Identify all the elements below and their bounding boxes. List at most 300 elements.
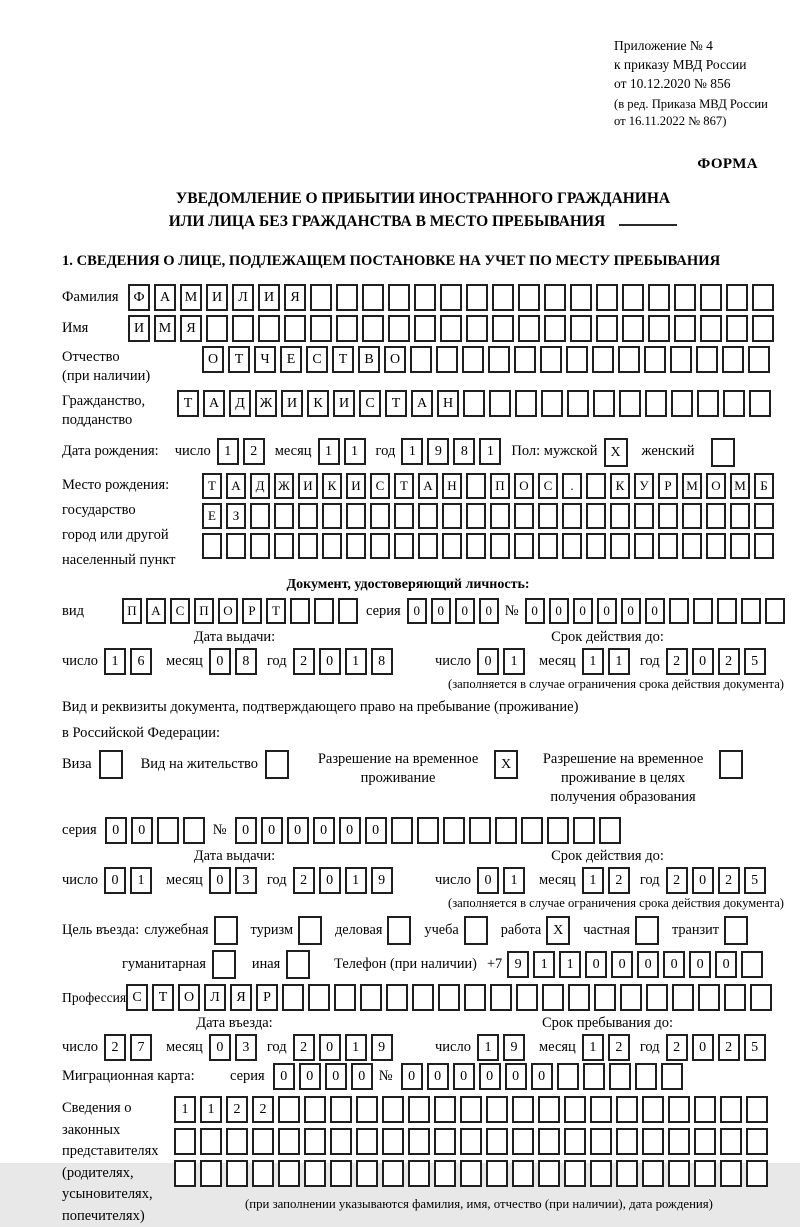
identity-issue-month-cells[interactable] xyxy=(209,648,261,675)
char-cell[interactable] xyxy=(274,503,294,529)
char-cell[interactable] xyxy=(700,284,722,311)
char-cell[interactable] xyxy=(486,1128,508,1155)
char-cell[interactable]: 0 xyxy=(365,817,387,844)
edu-residence-checkbox[interactable] xyxy=(719,750,747,779)
char-cell[interactable] xyxy=(206,315,228,342)
char-cell[interactable] xyxy=(618,346,640,373)
char-cell[interactable] xyxy=(460,1096,482,1123)
char-cell[interactable] xyxy=(304,1128,326,1155)
char-cell[interactable] xyxy=(720,1128,742,1155)
char-cell[interactable] xyxy=(696,346,718,373)
char-cell[interactable] xyxy=(599,817,621,844)
char-cell[interactable] xyxy=(730,533,750,559)
char-cell[interactable] xyxy=(693,598,713,624)
char-cell[interactable]: 0 xyxy=(525,598,545,624)
migcard-number-cells[interactable] xyxy=(401,1063,687,1090)
char-cell[interactable]: И xyxy=(258,284,280,311)
char-cell[interactable] xyxy=(360,984,382,1011)
char-cell[interactable] xyxy=(463,390,485,417)
char-cell[interactable] xyxy=(590,1160,612,1187)
char-cell[interactable]: 9 xyxy=(503,1034,525,1061)
char-cell[interactable]: А xyxy=(418,473,438,499)
char-cell[interactable] xyxy=(540,346,562,373)
char-cell[interactable] xyxy=(265,750,289,779)
char-cell[interactable] xyxy=(646,984,668,1011)
char-cell[interactable] xyxy=(382,1160,404,1187)
char-cell[interactable] xyxy=(418,533,438,559)
char-cell[interactable] xyxy=(557,1063,579,1090)
char-cell[interactable] xyxy=(252,1160,274,1187)
residence-permit-checkbox[interactable] xyxy=(265,750,293,779)
char-cell[interactable]: 0 xyxy=(325,1063,347,1090)
char-cell[interactable]: 2 xyxy=(293,648,315,675)
char-cell[interactable] xyxy=(434,1128,456,1155)
char-cell[interactable] xyxy=(174,1128,196,1155)
surname-cells[interactable] xyxy=(128,284,778,311)
char-cell[interactable] xyxy=(370,533,390,559)
char-cell[interactable] xyxy=(669,598,689,624)
guardians-row2-cells[interactable] xyxy=(174,1128,772,1155)
char-cell[interactable] xyxy=(174,1160,196,1187)
char-cell[interactable] xyxy=(214,916,238,945)
char-cell[interactable]: 0 xyxy=(104,867,126,894)
char-cell[interactable] xyxy=(202,533,222,559)
char-cell[interactable] xyxy=(544,284,566,311)
char-cell[interactable]: Т xyxy=(394,473,414,499)
char-cell[interactable] xyxy=(442,503,462,529)
char-cell[interactable] xyxy=(622,284,644,311)
char-cell[interactable]: 1 xyxy=(344,438,366,465)
char-cell[interactable]: О xyxy=(202,346,224,373)
char-cell[interactable] xyxy=(330,1160,352,1187)
char-cell[interactable]: 0 xyxy=(453,1063,475,1090)
char-cell[interactable]: Т xyxy=(177,390,199,417)
char-cell[interactable] xyxy=(720,1096,742,1123)
char-cell[interactable]: 0 xyxy=(645,598,665,624)
char-cell[interactable] xyxy=(490,984,512,1011)
birthplace-row3-cells[interactable] xyxy=(202,533,778,559)
char-cell[interactable]: 1 xyxy=(559,951,581,978)
char-cell[interactable] xyxy=(515,390,537,417)
char-cell[interactable]: 0 xyxy=(455,598,475,624)
char-cell[interactable]: 1 xyxy=(174,1096,196,1123)
char-cell[interactable] xyxy=(490,533,510,559)
char-cell[interactable] xyxy=(282,984,304,1011)
char-cell[interactable] xyxy=(720,1160,742,1187)
char-cell[interactable] xyxy=(634,533,654,559)
entry-year-cells[interactable] xyxy=(293,1034,397,1061)
char-cell[interactable] xyxy=(542,984,564,1011)
char-cell[interactable] xyxy=(488,346,510,373)
char-cell[interactable] xyxy=(616,1128,638,1155)
char-cell[interactable] xyxy=(609,1063,631,1090)
purpose-transit-checkbox[interactable] xyxy=(724,916,752,945)
char-cell[interactable] xyxy=(670,346,692,373)
char-cell[interactable]: В xyxy=(358,346,380,373)
char-cell[interactable] xyxy=(698,984,720,1011)
char-cell[interactable]: Д xyxy=(229,390,251,417)
entry-day-cells[interactable] xyxy=(104,1034,156,1061)
char-cell[interactable] xyxy=(674,315,696,342)
char-cell[interactable]: М xyxy=(154,315,176,342)
char-cell[interactable] xyxy=(464,984,486,1011)
char-cell[interactable] xyxy=(512,1160,534,1187)
char-cell[interactable] xyxy=(583,1063,605,1090)
char-cell[interactable]: Б xyxy=(754,473,774,499)
char-cell[interactable] xyxy=(417,817,439,844)
char-cell[interactable] xyxy=(418,503,438,529)
char-cell[interactable] xyxy=(746,1128,768,1155)
char-cell[interactable]: 2 xyxy=(104,1034,126,1061)
char-cell[interactable] xyxy=(314,598,334,624)
char-cell[interactable]: 0 xyxy=(261,817,283,844)
char-cell[interactable] xyxy=(586,503,606,529)
char-cell[interactable] xyxy=(308,984,330,1011)
char-cell[interactable] xyxy=(356,1160,378,1187)
char-cell[interactable]: 0 xyxy=(477,867,499,894)
char-cell[interactable]: И xyxy=(128,315,150,342)
char-cell[interactable] xyxy=(442,533,462,559)
purpose-business-checkbox[interactable] xyxy=(387,916,415,945)
char-cell[interactable] xyxy=(668,1160,690,1187)
residence-series-cells[interactable] xyxy=(105,817,209,844)
char-cell[interactable] xyxy=(356,1096,378,1123)
char-cell[interactable] xyxy=(586,473,606,499)
char-cell[interactable]: 1 xyxy=(479,438,501,465)
char-cell[interactable] xyxy=(386,984,408,1011)
char-cell[interactable]: С xyxy=(538,473,558,499)
identity-issue-year-cells[interactable] xyxy=(293,648,397,675)
char-cell[interactable]: 0 xyxy=(505,1063,527,1090)
char-cell[interactable] xyxy=(642,1160,664,1187)
char-cell[interactable] xyxy=(596,315,618,342)
char-cell[interactable]: 0 xyxy=(479,598,499,624)
char-cell[interactable] xyxy=(573,817,595,844)
char-cell[interactable] xyxy=(412,984,434,1011)
char-cell[interactable] xyxy=(750,984,772,1011)
char-cell[interactable]: У xyxy=(634,473,654,499)
char-cell[interactable]: 0 xyxy=(692,867,714,894)
char-cell[interactable]: 5 xyxy=(744,648,766,675)
char-cell[interactable] xyxy=(748,346,770,373)
birthplace-row1-cells[interactable] xyxy=(202,473,778,499)
char-cell[interactable]: 8 xyxy=(371,648,393,675)
char-cell[interactable]: Я xyxy=(284,284,306,311)
char-cell[interactable] xyxy=(570,315,592,342)
char-cell[interactable] xyxy=(322,503,342,529)
char-cell[interactable]: 5 xyxy=(744,1034,766,1061)
char-cell[interactable]: 2 xyxy=(252,1096,274,1123)
char-cell[interactable] xyxy=(290,598,310,624)
char-cell[interactable]: 0 xyxy=(427,1063,449,1090)
char-cell[interactable]: 0 xyxy=(637,951,659,978)
char-cell[interactable]: О xyxy=(178,984,200,1011)
char-cell[interactable] xyxy=(672,984,694,1011)
char-cell[interactable] xyxy=(741,951,763,978)
purpose-official-checkbox[interactable] xyxy=(214,916,242,945)
char-cell[interactable]: 0 xyxy=(692,1034,714,1061)
char-cell[interactable] xyxy=(226,533,246,559)
birthplace-row2-cells[interactable] xyxy=(202,503,778,529)
char-cell[interactable] xyxy=(668,1096,690,1123)
char-cell[interactable] xyxy=(514,503,534,529)
char-cell[interactable]: Л xyxy=(204,984,226,1011)
char-cell[interactable] xyxy=(658,503,678,529)
char-cell[interactable] xyxy=(258,315,280,342)
char-cell[interactable] xyxy=(722,346,744,373)
identity-issue-day-cells[interactable] xyxy=(104,648,156,675)
char-cell[interactable] xyxy=(310,315,332,342)
char-cell[interactable]: 0 xyxy=(431,598,451,624)
char-cell[interactable] xyxy=(682,503,702,529)
stay-year-cells[interactable] xyxy=(666,1034,770,1061)
char-cell[interactable]: 0 xyxy=(209,1034,231,1061)
char-cell[interactable] xyxy=(492,315,514,342)
char-cell[interactable]: К xyxy=(322,473,342,499)
char-cell[interactable]: С xyxy=(170,598,190,624)
char-cell[interactable] xyxy=(674,284,696,311)
char-cell[interactable] xyxy=(564,1160,586,1187)
char-cell[interactable] xyxy=(434,1160,456,1187)
char-cell[interactable]: 2 xyxy=(608,1034,630,1061)
char-cell[interactable] xyxy=(538,1128,560,1155)
char-cell[interactable] xyxy=(723,390,745,417)
char-cell[interactable]: 1 xyxy=(477,1034,499,1061)
char-cell[interactable]: О xyxy=(514,473,534,499)
char-cell[interactable] xyxy=(512,1096,534,1123)
char-cell[interactable] xyxy=(512,1128,534,1155)
char-cell[interactable]: 0 xyxy=(479,1063,501,1090)
char-cell[interactable]: 0 xyxy=(407,598,427,624)
char-cell[interactable]: 1 xyxy=(503,648,525,675)
char-cell[interactable]: 1 xyxy=(217,438,239,465)
char-cell[interactable]: Т xyxy=(152,984,174,1011)
char-cell[interactable] xyxy=(596,284,618,311)
profession-cells[interactable] xyxy=(126,984,776,1011)
char-cell[interactable]: 2 xyxy=(666,867,688,894)
char-cell[interactable] xyxy=(592,346,614,373)
birth-month-cells[interactable] xyxy=(318,438,370,465)
char-cell[interactable] xyxy=(408,1096,430,1123)
char-cell[interactable] xyxy=(671,390,693,417)
residence-number-cells[interactable] xyxy=(235,817,625,844)
char-cell[interactable]: 0 xyxy=(621,598,641,624)
char-cell[interactable] xyxy=(726,315,748,342)
guardians-row1-cells[interactable] xyxy=(174,1096,772,1123)
char-cell[interactable]: С xyxy=(126,984,148,1011)
char-cell[interactable]: 0 xyxy=(105,817,127,844)
char-cell[interactable]: Ж xyxy=(274,473,294,499)
char-cell[interactable]: 2 xyxy=(293,1034,315,1061)
char-cell[interactable] xyxy=(200,1128,222,1155)
char-cell[interactable]: Е xyxy=(202,503,222,529)
char-cell[interactable] xyxy=(310,284,332,311)
char-cell[interactable] xyxy=(486,1096,508,1123)
char-cell[interactable]: А xyxy=(226,473,246,499)
char-cell[interactable]: 0 xyxy=(585,951,607,978)
char-cell[interactable] xyxy=(212,950,236,979)
char-cell[interactable] xyxy=(622,315,644,342)
char-cell[interactable]: С xyxy=(359,390,381,417)
char-cell[interactable] xyxy=(724,916,748,945)
char-cell[interactable]: К xyxy=(307,390,329,417)
char-cell[interactable] xyxy=(278,1096,300,1123)
char-cell[interactable]: 5 xyxy=(744,867,766,894)
char-cell[interactable] xyxy=(719,750,743,779)
char-cell[interactable]: X xyxy=(494,750,518,779)
char-cell[interactable] xyxy=(644,346,666,373)
char-cell[interactable] xyxy=(469,817,491,844)
char-cell[interactable]: Е xyxy=(280,346,302,373)
residence-issue-year-cells[interactable] xyxy=(293,867,397,894)
visa-checkbox[interactable] xyxy=(99,750,127,779)
char-cell[interactable] xyxy=(298,916,322,945)
char-cell[interactable]: 8 xyxy=(235,648,257,675)
char-cell[interactable]: О xyxy=(706,473,726,499)
char-cell[interactable] xyxy=(464,916,488,945)
citizenship-cells[interactable] xyxy=(177,390,775,417)
char-cell[interactable] xyxy=(252,1128,274,1155)
char-cell[interactable]: 2 xyxy=(226,1096,248,1123)
char-cell[interactable]: 1 xyxy=(345,1034,367,1061)
char-cell[interactable]: 0 xyxy=(611,951,633,978)
char-cell[interactable] xyxy=(547,817,569,844)
char-cell[interactable]: . xyxy=(562,473,582,499)
char-cell[interactable]: Т xyxy=(266,598,286,624)
char-cell[interactable] xyxy=(466,503,486,529)
char-cell[interactable] xyxy=(616,1160,638,1187)
char-cell[interactable]: Л xyxy=(232,284,254,311)
char-cell[interactable]: 0 xyxy=(549,598,569,624)
char-cell[interactable] xyxy=(346,533,366,559)
char-cell[interactable] xyxy=(765,598,785,624)
char-cell[interactable] xyxy=(330,1128,352,1155)
char-cell[interactable] xyxy=(648,284,670,311)
purpose-humanitarian-checkbox[interactable] xyxy=(212,950,240,979)
char-cell[interactable]: Д xyxy=(250,473,270,499)
char-cell[interactable]: 0 xyxy=(313,817,335,844)
char-cell[interactable] xyxy=(414,284,436,311)
char-cell[interactable]: З xyxy=(226,503,246,529)
char-cell[interactable]: 1 xyxy=(345,648,367,675)
char-cell[interactable] xyxy=(408,1128,430,1155)
char-cell[interactable] xyxy=(562,533,582,559)
char-cell[interactable]: 0 xyxy=(319,1034,341,1061)
char-cell[interactable] xyxy=(99,750,123,779)
char-cell[interactable]: 0 xyxy=(597,598,617,624)
char-cell[interactable] xyxy=(746,1096,768,1123)
char-cell[interactable] xyxy=(304,1096,326,1123)
char-cell[interactable] xyxy=(635,916,659,945)
char-cell[interactable]: 9 xyxy=(371,867,393,894)
char-cell[interactable]: 2 xyxy=(293,867,315,894)
char-cell[interactable]: Т xyxy=(385,390,407,417)
char-cell[interactable] xyxy=(284,315,306,342)
residence-expiry-month-cells[interactable] xyxy=(582,867,634,894)
char-cell[interactable] xyxy=(635,1063,657,1090)
char-cell[interactable]: Я xyxy=(180,315,202,342)
char-cell[interactable]: Ж xyxy=(255,390,277,417)
char-cell[interactable] xyxy=(752,315,774,342)
stay-month-cells[interactable] xyxy=(582,1034,634,1061)
char-cell[interactable]: X xyxy=(546,916,570,945)
char-cell[interactable] xyxy=(586,533,606,559)
char-cell[interactable]: С xyxy=(370,473,390,499)
phone-digit-cells[interactable] xyxy=(507,951,767,978)
char-cell[interactable]: 0 xyxy=(287,817,309,844)
char-cell[interactable] xyxy=(593,390,615,417)
char-cell[interactable] xyxy=(250,533,270,559)
char-cell[interactable] xyxy=(754,533,774,559)
birth-year-cells[interactable] xyxy=(401,438,505,465)
char-cell[interactable]: 1 xyxy=(104,648,126,675)
char-cell[interactable] xyxy=(410,346,432,373)
char-cell[interactable] xyxy=(250,503,270,529)
char-cell[interactable] xyxy=(521,817,543,844)
char-cell[interactable] xyxy=(590,1128,612,1155)
char-cell[interactable]: 1 xyxy=(582,1034,604,1061)
char-cell[interactable]: 0 xyxy=(692,648,714,675)
char-cell[interactable]: 9 xyxy=(507,951,529,978)
char-cell[interactable] xyxy=(438,984,460,1011)
identity-expiry-year-cells[interactable] xyxy=(666,648,770,675)
residence-issue-day-cells[interactable] xyxy=(104,867,156,894)
char-cell[interactable]: 6 xyxy=(130,648,152,675)
char-cell[interactable]: 0 xyxy=(209,867,231,894)
char-cell[interactable] xyxy=(460,1160,482,1187)
char-cell[interactable] xyxy=(489,390,511,417)
residence-issue-month-cells[interactable] xyxy=(209,867,261,894)
char-cell[interactable] xyxy=(490,503,510,529)
char-cell[interactable] xyxy=(564,1096,586,1123)
char-cell[interactable] xyxy=(408,1160,430,1187)
char-cell[interactable] xyxy=(741,598,761,624)
char-cell[interactable]: 7 xyxy=(130,1034,152,1061)
char-cell[interactable]: И xyxy=(346,473,366,499)
char-cell[interactable] xyxy=(462,346,484,373)
char-cell[interactable]: 0 xyxy=(131,817,153,844)
char-cell[interactable] xyxy=(466,284,488,311)
char-cell[interactable]: 0 xyxy=(235,817,257,844)
char-cell[interactable] xyxy=(541,390,563,417)
char-cell[interactable]: 0 xyxy=(209,648,231,675)
char-cell[interactable] xyxy=(538,1160,560,1187)
char-cell[interactable] xyxy=(157,817,179,844)
char-cell[interactable]: Р xyxy=(256,984,278,1011)
char-cell[interactable] xyxy=(495,817,517,844)
char-cell[interactable]: Р xyxy=(658,473,678,499)
char-cell[interactable] xyxy=(200,1160,222,1187)
identity-expiry-day-cells[interactable] xyxy=(477,648,529,675)
char-cell[interactable] xyxy=(356,1128,378,1155)
char-cell[interactable] xyxy=(610,533,630,559)
char-cell[interactable]: 0 xyxy=(339,817,361,844)
char-cell[interactable] xyxy=(394,503,414,529)
char-cell[interactable]: 0 xyxy=(531,1063,553,1090)
char-cell[interactable] xyxy=(486,1160,508,1187)
char-cell[interactable]: 0 xyxy=(573,598,593,624)
guardians-row3-cells[interactable] xyxy=(174,1160,772,1187)
char-cell[interactable]: 1 xyxy=(345,867,367,894)
purpose-work-checkbox[interactable] xyxy=(546,916,574,945)
char-cell[interactable]: 1 xyxy=(318,438,340,465)
char-cell[interactable] xyxy=(460,1128,482,1155)
char-cell[interactable]: Т xyxy=(228,346,250,373)
residence-expiry-year-cells[interactable] xyxy=(666,867,770,894)
char-cell[interactable] xyxy=(322,533,342,559)
char-cell[interactable]: О xyxy=(218,598,238,624)
char-cell[interactable] xyxy=(619,390,641,417)
